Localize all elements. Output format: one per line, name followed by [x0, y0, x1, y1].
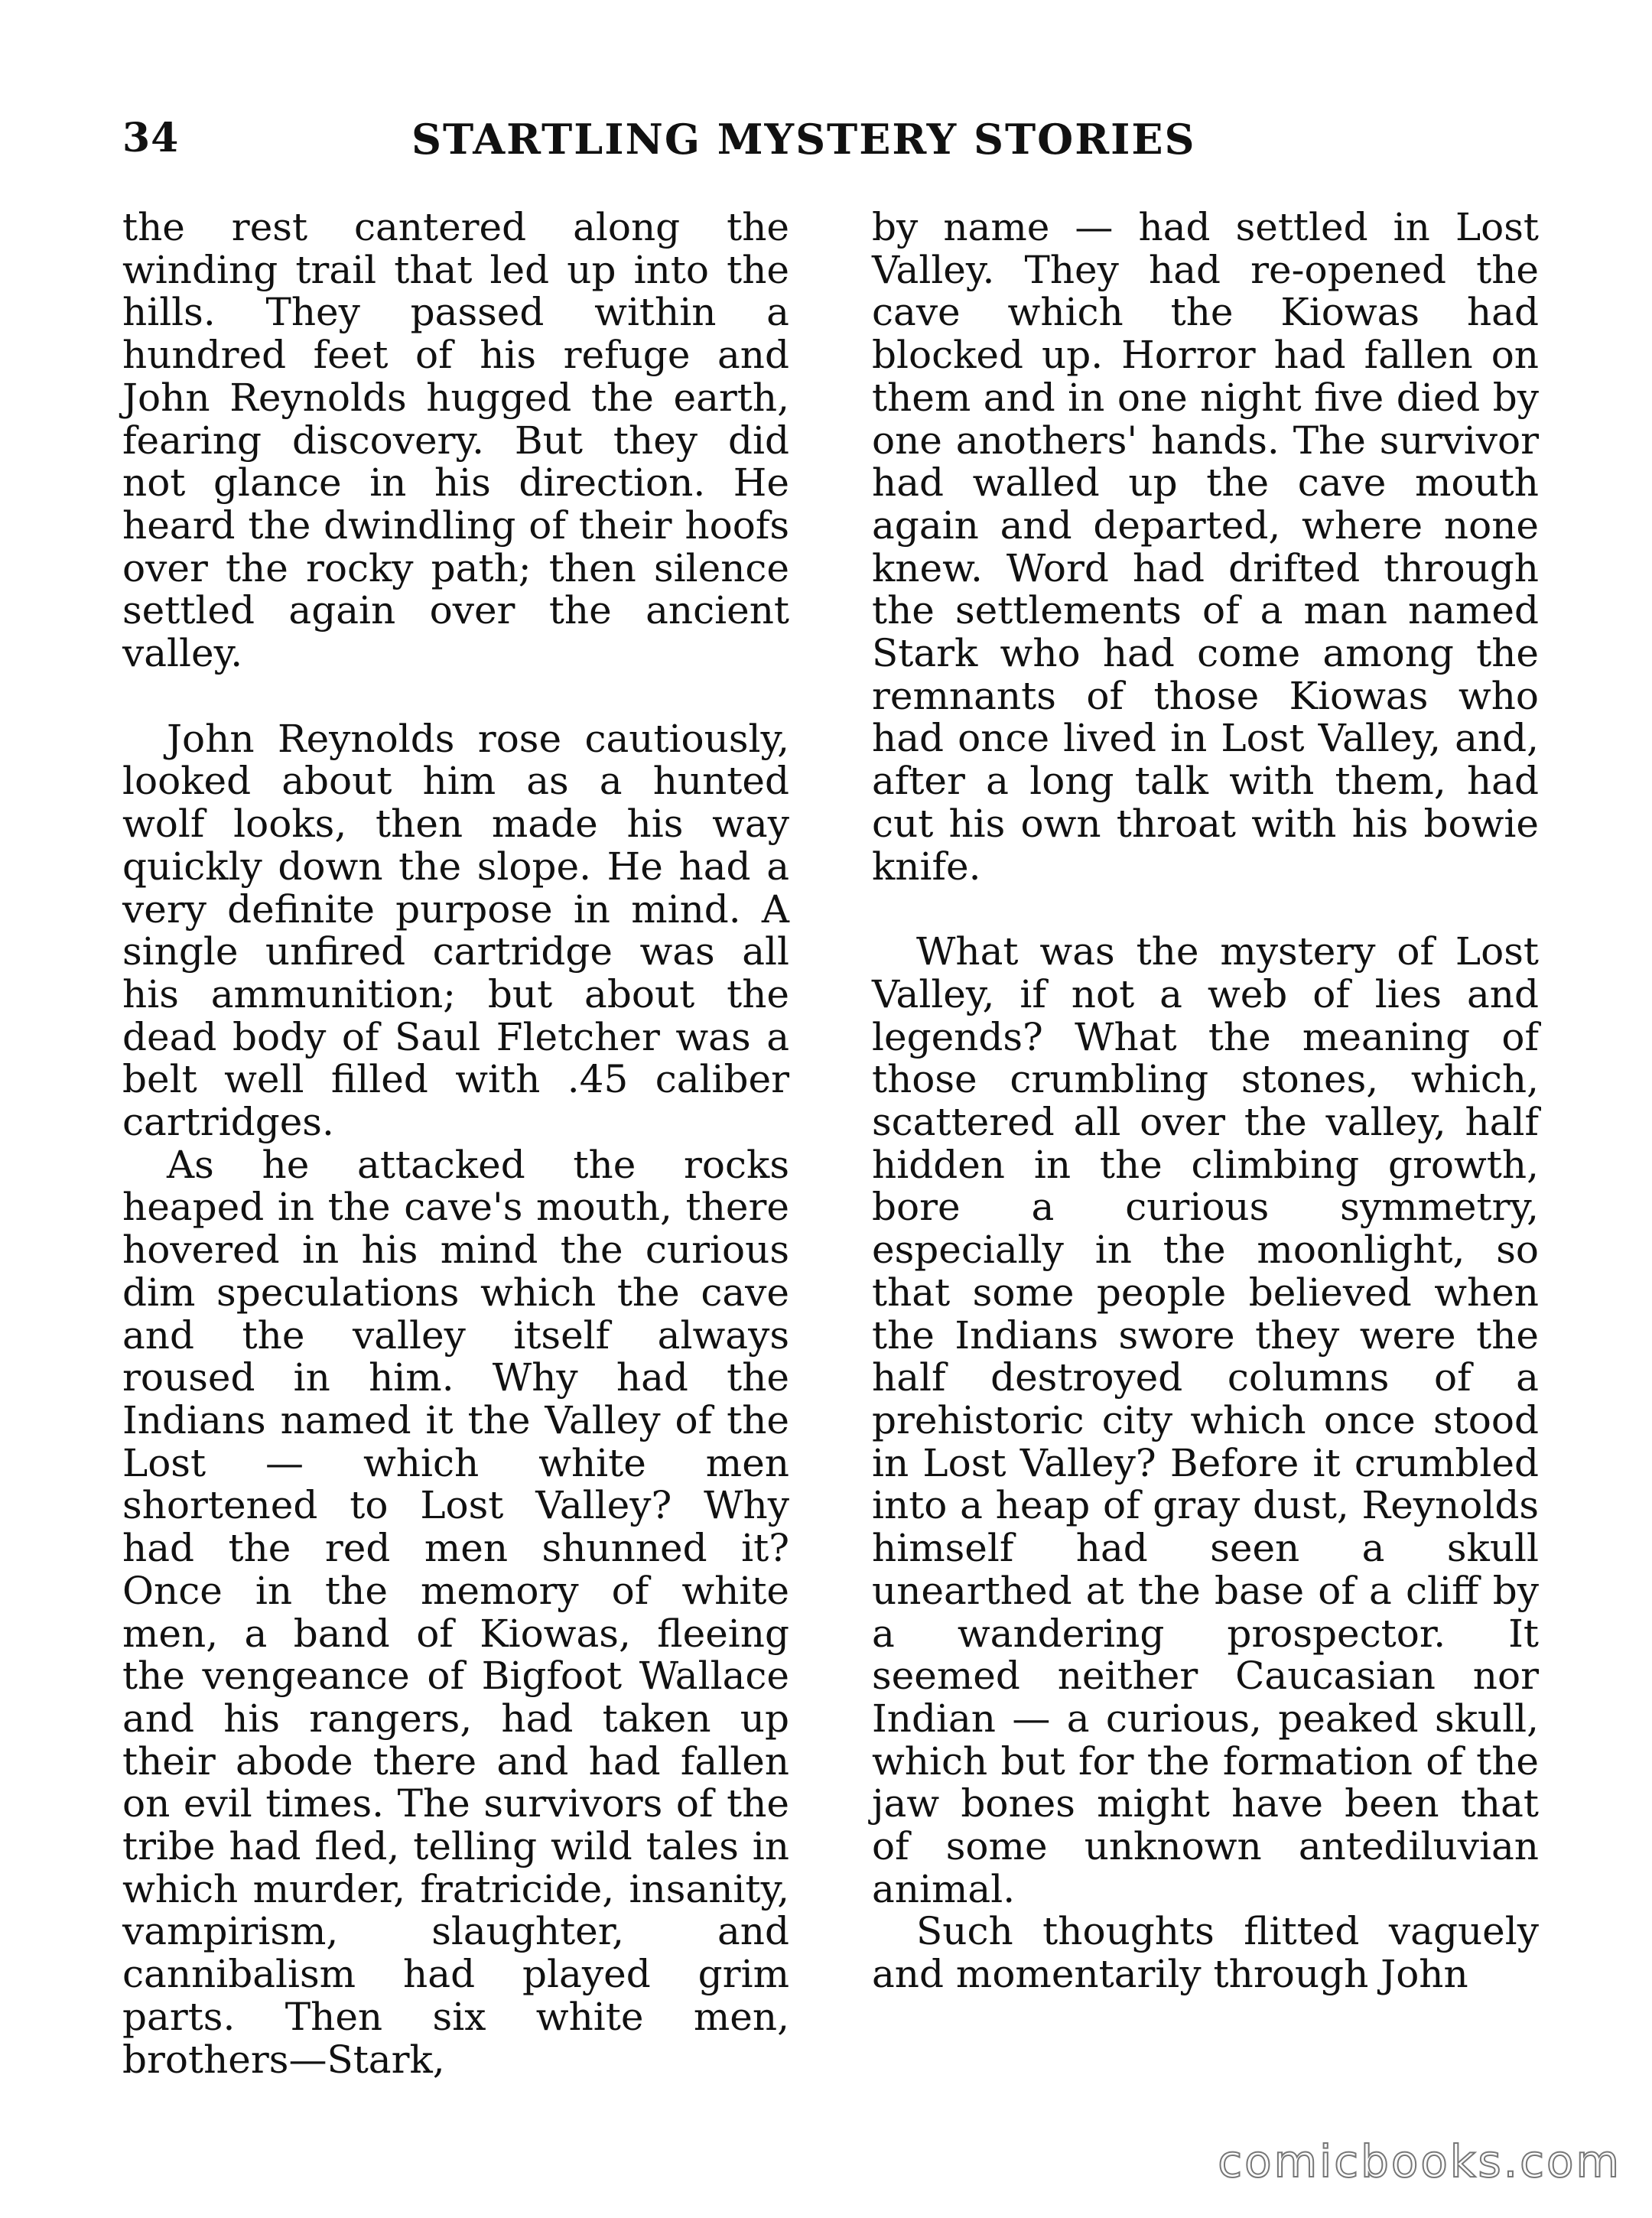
paragraph: Such thoughts flitted vaguely and momentarily through John [872, 1909, 1539, 1997]
right-column [872, 207, 1539, 1996]
watermark: comicbooks.com [1218, 2135, 1621, 2187]
magazine-title: STARTLING MYSTERY STORIES [411, 115, 1196, 164]
left-column [122, 207, 789, 2081]
paragraph: As he attacked the rocks heaped in the cave's mouth, there hovered in his mind the curious dim speculations which the cave and the valley itself always roused in him. Why had the Indians named it the Valley of the Lost — which white men shortened to Lost Valley? Why had the red men shunned it? Once in the memory of white men, a band of Kiowas, fleeing the vengeance of Bigfoot Wallace and his rangers, had taken up their abode there and had fallen on evil times. The survivors of the tribe had fled, telling wild tales in which murder, fratricide, insanity, vampirism, slaughter, and cannibalism had played grim parts. Then six white men, brothers—Stark, [122, 1142, 789, 2082]
page-number: 34 [122, 115, 180, 161]
paragraph: the rest cantered along the winding trail that led up into the hills. They passed within a hundred feet of his refuge and John Reynolds hugged the earth, fearing discovery. But they did not glance in his direction. He heard the dwindling of their hoofs over the rocky path; then silence settled again over the ancient valley. [122, 205, 789, 676]
page-header [122, 115, 1553, 184]
paragraph: John Reynolds rose cautiously, looked about him as a hunted wolf looks, then made his way quickly down the slope. He had a very definite purpose in mind. A single unfired cartridge was all his ammunition; but about the dead body of Saul Fletcher was a belt well filled with .45 caliber cartridges. [122, 716, 789, 1145]
paragraph: by name — had settled in Lost Valley. They had re-opened the cave which the Kiowas had blocked up. Horror had fallen on them and in one night five died by one anothers' hands. The survivor had walled up the cave mouth again and departed, where none knew. Word had drifted through the settlements of a man named Stark who had come among the remnants of those Kiowas who had once lived in Lost Valley, and, after a long talk with them, had cut his own throat with his bowie knife. [872, 205, 1539, 889]
paragraph: What was the mystery of Lost Valley, if not a web of lies and legends? What the meaning of those crumbling stones, which, scattered all over the valley, half hidden in the climbing growth, bore a curious symmetry, especially in the moonlight, so that some people believed when the Indians swore they were the half destroyed columns of a prehistoric city which once stood in Lost Valley? Before it crumbled into a heap of gray dust, Reynolds himself had seen a skull unearthed at the base of a cliff by a wandering prospector. It seemed neither Caucasian nor Indian — a curious, peaked skull, which but for the formation of the jaw bones might have been that of some unknown antediluvian animal. [872, 929, 1539, 1911]
